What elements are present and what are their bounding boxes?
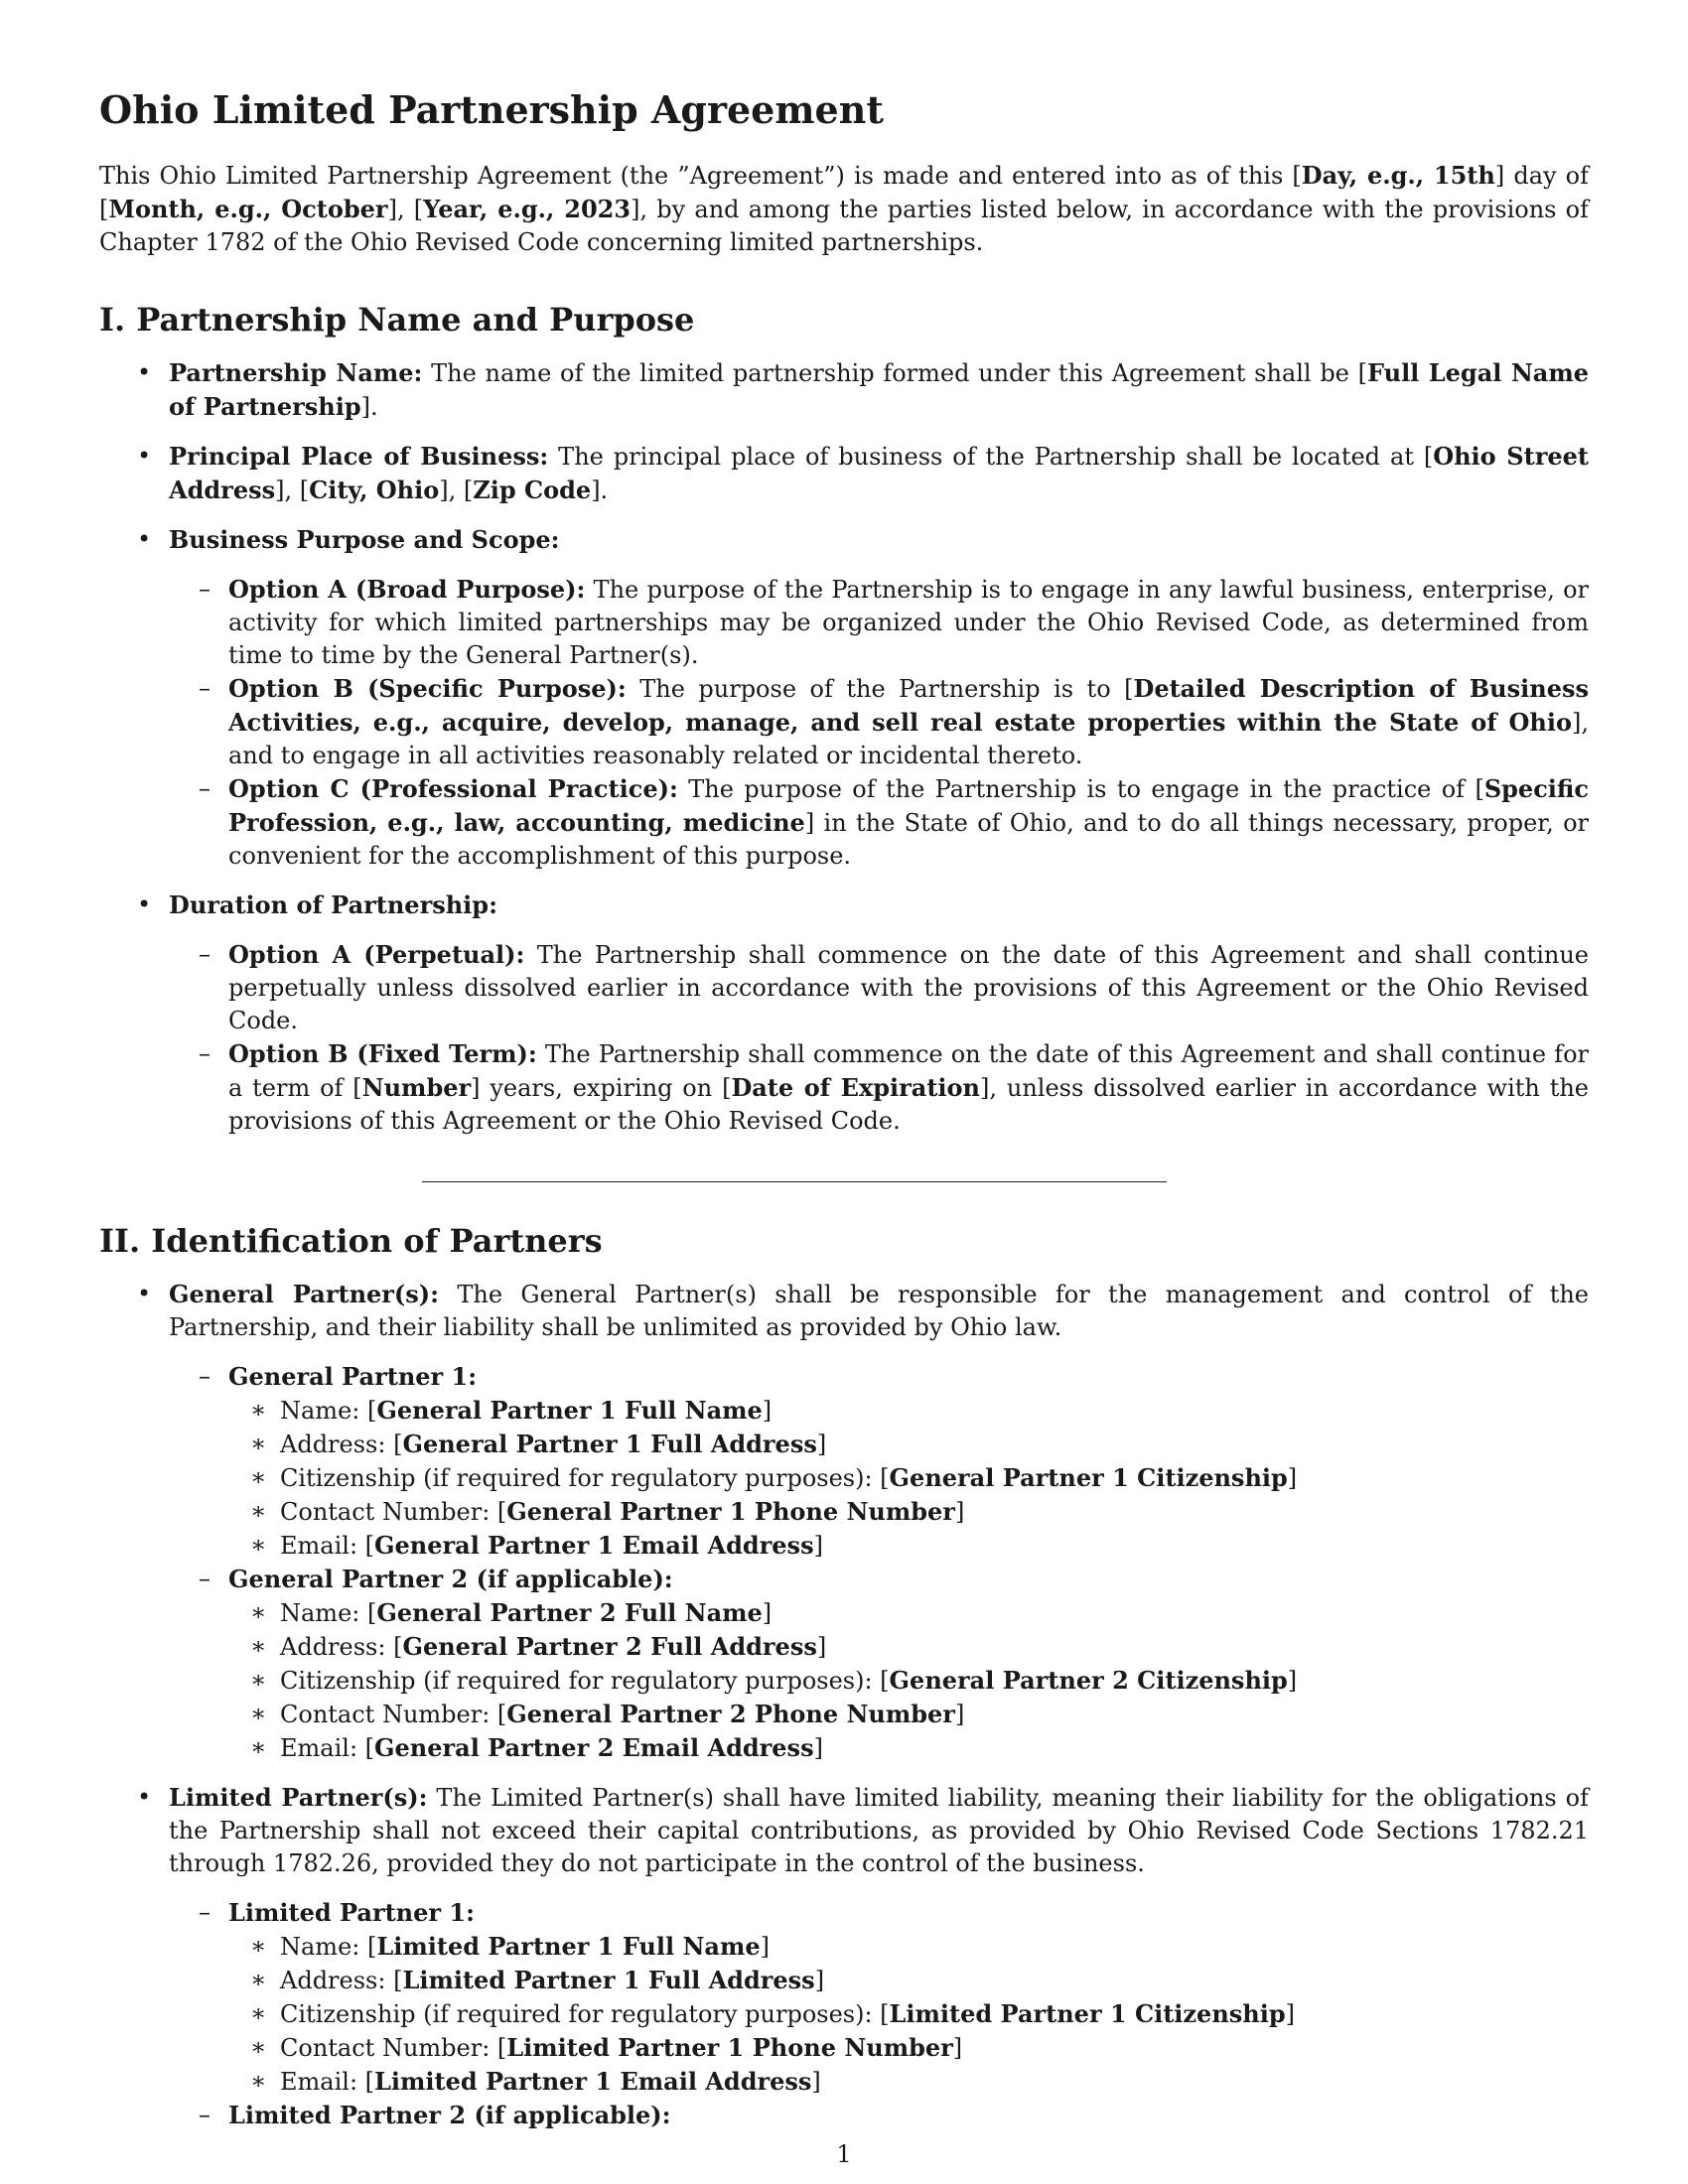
asterisk-icon: ∗ [250,1632,267,1661]
placeholder: General Partner 1 Phone Number [506,1497,955,1527]
item-text: ]. [591,476,609,504]
dash-icon: – [199,1362,211,1391]
dash-icon: – [199,1038,211,1067]
option-text: The Partnership shall commence on the date of this Agreement and shall continue perpetually unless dissolved earlier in accordance with the provisions of this Agreement or the Ohio Revised Code. [228,940,1589,1034]
bracket: ] [954,1701,965,1729]
intro-text: This Ohio Limited Partnership Agreement (the ”Agreement”) is made and entered into as of this [ [99,161,1302,190]
placeholder: Limited Partner 1 Full Name [376,1932,761,1962]
field-label: Address: [ [280,1967,403,1995]
field-label: Name: [ [280,1599,377,1628]
dash-icon: – [199,673,211,702]
field-label: Contact Number: [ [280,1701,507,1729]
field-citizenship [228,1997,1589,2031]
item-label: Limited Partner(s): [169,1783,428,1813]
placeholder: City, Ohio [309,475,440,504]
placeholder: Limited Partner 1 Email Address [374,2067,812,2097]
item-text: The General Partner(s) shall be responsible for the management and control of the Partnership, and their liability shall be unlimited as provided by Ohio law. [169,1281,1589,1342]
placeholder: Detailed Description of Business Activities, e.g., acquire, develop, manage, and sell real estate properties within the State of Ohio [228,673,1590,737]
general-partner-2 [169,1563,1589,1765]
bullet-icon: • [137,1280,152,1308]
horizontal-rule [422,1181,1167,1182]
partner-label: Limited Partner 2 (if applicable): [228,2101,671,2130]
field-address [228,1630,1589,1664]
month-placeholder: Month, e.g., October [108,194,388,223]
field-label: Citizenship (if required for regulatory purposes): [ [280,1667,890,1696]
asterisk-icon: ∗ [250,1666,267,1695]
bracket: ] [762,1599,773,1628]
general-partner-list [169,1360,1589,1765]
field-address [228,1964,1589,1997]
bullet-icon: • [137,1783,152,1812]
placeholder: Number [361,1072,472,1102]
bracket: ] [813,1532,823,1561]
partner-fields [228,1930,1589,2099]
field-label: Contact Number: [ [280,1498,507,1527]
year-placeholder: Year, e.g., 2023 [423,194,632,223]
purpose-options [169,573,1589,873]
purpose-option-c [169,772,1589,873]
field-address [228,1428,1589,1461]
intro-text: ] day of [ [99,161,1589,223]
general-partner-1 [169,1360,1589,1563]
option-text: The purpose of the Partnership is to [ [626,674,1134,703]
asterisk-icon: ∗ [250,1966,267,1994]
placeholder: General Partner 2 Full Address [402,1632,817,1662]
partner-fields [228,1394,1589,1563]
document-title: Ohio Limited Partnership Agreement [99,87,884,132]
field-phone [228,2031,1589,2065]
placeholder: Limited Partner 1 Full Address [402,1966,815,1995]
placeholder: General Partner 2 Full Name [376,1598,763,1628]
partner-fields [228,1596,1589,1765]
bracket: ] [1285,2000,1296,2029]
duration-item [99,888,1589,1138]
field-email [228,2065,1589,2099]
field-label: Contact Number: [ [280,2034,507,2063]
bracket: ] [954,1498,965,1527]
partner-label: General Partner 2 (if applicable): [228,1565,673,1594]
document-page [99,87,1589,2148]
asterisk-icon: ∗ [250,1999,267,2028]
bracket: ] [1287,1667,1298,1696]
field-label: Citizenship (if required for regulatory purposes): [ [280,1464,890,1493]
partner-label: General Partner 1: [228,1362,478,1392]
option-text: ], and to engage in all activities reasonably related or incidental thereto. [228,708,1589,769]
field-citizenship [228,1664,1589,1698]
asterisk-icon: ∗ [250,1700,267,1728]
option-label: Option B (Fixed Term): [228,1038,537,1068]
placeholder: Limited Partner 1 Phone Number [506,2033,953,2063]
section-1-list [99,356,1589,1138]
dash-icon: – [199,1565,211,1593]
duration-option-b [169,1037,1589,1138]
placeholder: General Partner 2 Citizenship [889,1666,1288,1696]
field-name [228,1596,1589,1630]
placeholder: General Partner 1 Email Address [374,1531,814,1561]
item-text: The principal place of business of the Partnership shall be located at [ [548,442,1434,471]
asterisk-icon: ∗ [250,1598,267,1627]
bracket: ] [952,2034,963,2063]
item-label: Duration of Partnership: [169,889,497,919]
dash-icon: – [199,2101,211,2129]
option-label: Option A (Broad Purpose): [228,574,586,604]
duration-options [169,938,1589,1138]
bracket: ] [811,2068,821,2097]
field-label: Address: [ [280,1431,403,1459]
dash-icon: – [199,574,211,603]
limited-partner-1 [169,1896,1589,2099]
field-label: Name: [ [280,1397,377,1426]
field-citizenship [228,1461,1589,1495]
field-label: Name: [ [280,1933,377,1962]
bracket: ] [813,1734,823,1763]
purpose-option-b [169,672,1589,772]
option-label: Option A (Perpetual): [228,939,525,969]
asterisk-icon: ∗ [250,1497,267,1526]
placeholder: Full Legal Name of Partnership [169,357,1589,421]
partner-label: Limited Partner 1: [228,1898,475,1928]
asterisk-icon: ∗ [250,1396,267,1425]
item-label: Partnership Name: [169,357,423,387]
purpose-option-a [169,573,1589,672]
bracket: ] [816,1431,827,1459]
business-purpose-item [99,523,1589,873]
duration-option-a [169,938,1589,1037]
field-email [228,1529,1589,1563]
field-label: Email: [ [280,1532,375,1561]
asterisk-icon: ∗ [250,1531,267,1560]
field-email [228,1731,1589,1765]
bracket: ] [1287,1464,1298,1493]
asterisk-icon: ∗ [250,2033,267,2062]
bullet-icon: • [137,441,152,470]
option-text: ], unless dissolved earlier in accordance with the provisions of this Agreement or the Ohio Revised Code. [228,1073,1589,1135]
placeholder: Date of Expiration [731,1072,981,1102]
item-label: Principal Place of Business: [169,441,549,471]
asterisk-icon: ∗ [250,1463,267,1492]
placeholder: Specific Profession, e.g., law, accounting, medicine [228,773,1589,837]
option-label: Option C (Professional Practice): [228,773,678,803]
bullet-icon: • [137,524,152,553]
option-text: The purpose of the Partnership is to engage in any lawful business, enterprise, or activity for which limited partnerships may be organized under the Ohio Revised Code, as determined from time to time by the General Partner(s). [228,575,1589,669]
placeholder: Zip Code [473,475,592,504]
item-label: Business Purpose and Scope: [169,524,560,554]
section-heading-1: I. Partnership Name and Purpose [99,300,695,339]
placeholder: General Partner 1 Citizenship [889,1463,1288,1493]
dash-icon: – [199,773,211,802]
field-phone [228,1698,1589,1731]
placeholder: General Partner 1 Full Name [376,1396,763,1426]
limited-partner-2 [169,2099,1589,2132]
placeholder: General Partner 2 Phone Number [506,1700,955,1729]
placeholder: Limited Partner 1 Citizenship [889,1999,1286,2029]
bullet-icon: • [137,889,152,918]
limited-partner-list [169,1896,1589,2132]
intro-text: ], [ [387,195,424,223]
option-text: The Partnership shall commence on the date of this Agreement and shall continue for a term of [ [228,1039,1589,1102]
option-text: The purpose of the Partnership is to engage in the practice of [ [677,774,1484,803]
bracket: ] [760,1933,770,1962]
asterisk-icon: ∗ [250,1430,267,1458]
general-partners-item [99,1278,1589,1765]
section-2-list [99,1278,1589,2132]
asterisk-icon: ∗ [250,1932,267,1961]
item-text: The Limited Partner(s) shall have limited liability, meaning their liability for the obligations of the Partnership shall not exceed their capital contributions, as provided by Ohio Revised Code Sections 1782.21 through 1782.26, provided they do not participate in the control of the business. [169,1784,1589,1878]
asterisk-icon: ∗ [250,2067,267,2096]
bracket: ] [814,1967,825,1995]
intro-paragraph [99,159,1589,259]
option-text: ] years, expiring on [ [471,1073,732,1102]
principal-place-item [99,440,1589,507]
asterisk-icon: ∗ [250,1733,267,1762]
item-text: ], [ [275,476,310,504]
placeholder: Ohio Street Address [169,441,1589,504]
limited-partners-item [99,1781,1589,2132]
field-label: Email: [ [280,1734,375,1763]
field-label: Address: [ [280,1633,403,1662]
day-placeholder: Day, e.g., 15th [1301,160,1495,190]
item-text: The name of the limited partnership formed under this Agreement shall be [ [422,358,1367,387]
item-text: ], [ [439,476,474,504]
placeholder: General Partner 2 Email Address [374,1733,814,1763]
field-label: Citizenship (if required for regulatory purposes): [ [280,2000,890,2029]
bracket: ] [762,1397,773,1426]
option-text: ] in the State of Ohio, and to do all things necessary, proper, or convenient for the accomplishment of this purpose. [228,808,1589,870]
partnership-name-item [99,356,1589,424]
item-label: General Partner(s): [169,1280,440,1309]
bracket: ] [816,1633,827,1662]
item-text: ]. [360,392,378,421]
field-phone [228,1495,1589,1529]
section-heading-2: II. Identification of Partners [99,1221,603,1260]
dash-icon: – [199,939,211,968]
placeholder: General Partner 1 Full Address [402,1430,817,1459]
bullet-icon: • [137,357,152,386]
intro-text: ], by and among the parties listed below, in accordance with the provisions of Chapter 1782 of the Ohio Revised Code concerning limited partnerships. [99,195,1590,256]
field-name [228,1930,1589,1964]
field-name [228,1394,1589,1428]
dash-icon: – [199,1898,211,1927]
option-label: Option B (Specific Purpose): [228,673,627,703]
page-number: 1 [836,2140,852,2168]
field-label: Email: [ [280,2068,375,2097]
